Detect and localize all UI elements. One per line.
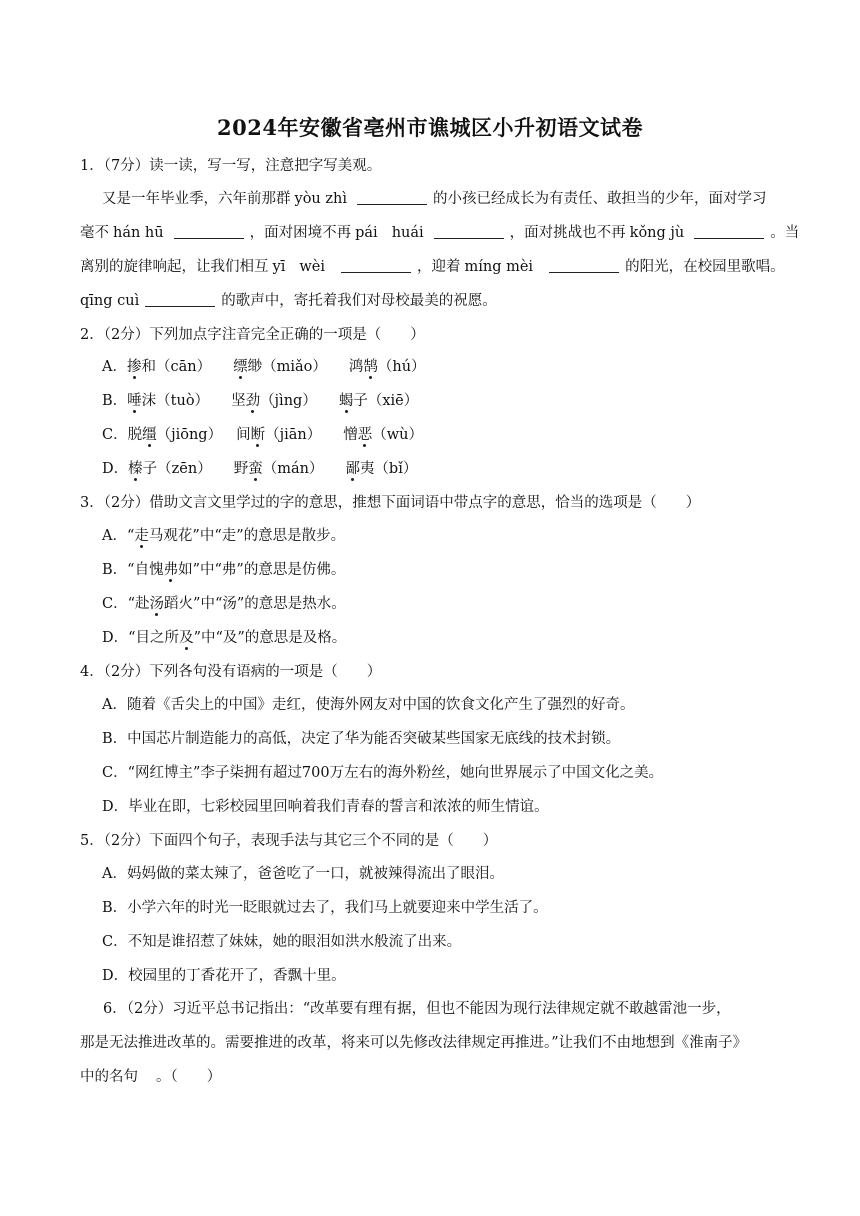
q5-option-d[interactable]: D．校园里的丁香花开了，香飘十里。 [102,968,346,984]
q6-line-3: 中的名句 。（ ） [80,1069,222,1085]
dotted-char: 掺 [126,359,142,375]
q4-option-d[interactable]: D．毕业在即，七彩校园里回响着我们青春的誓言和浓浓的师生情谊。 [102,799,549,815]
q5-option-b[interactable]: B．小学六年的时光一眨眼就过去了，我们马上就要迎来中学生活了。 [102,900,548,916]
pinyin-prompt: míng mèi [464,259,534,275]
page-title: 2024年安徽省亳州市谯城区小升初语文试卷 [217,115,643,140]
q4-option-c[interactable]: C．“网红博主”李子柒拥有超过700万左右的海外粉丝，她向世界展示了中国文化之美。 [102,765,664,781]
dotted-char: 恶 [357,427,373,443]
dotted-char: 蝎 [338,393,354,409]
dotted-char: 唾 [127,393,142,409]
q5-heading: 5．（2分）下面四个句子，表现手法与其它三个不同的是（ ） [80,833,498,849]
dotted-char: 蛮 [248,461,263,477]
dotted-char: 缰 [142,427,157,443]
answer-blank[interactable] [357,189,427,205]
q4-option-a[interactable]: A．随着《舌尖上的中国》走红，使海外网友对中国的饮食文化产生了强烈的好奇。 [102,697,635,713]
q4-option-b[interactable]: B．中国芯片制造能力的高低，决定了华为能否突破某些国家无底线的技术封锁。 [102,731,621,747]
dotted-char: 劲 [245,393,261,409]
pinyin-prompt: qīng cuì [80,293,140,309]
dotted-char: 弗 [163,562,179,578]
q5-option-c[interactable]: C．不知是谁招惹了妹妹，她的眼泪如洪水般流了出来。 [102,934,462,950]
pinyin-prompt: yòu zhì [294,191,347,207]
q6-line-1: 6．（2分）习近平总书记指出：“改革要有理有据，但也不能因为现行法律规定就不敢越雷池一步， [103,1001,731,1017]
pinyin-prompt: huái [391,225,424,241]
dotted-char: 鹄 [363,359,378,375]
q2-option-c[interactable]: C．脱缰（jiōng） 间断（jiān） 憎恶（wù） [102,427,423,443]
q2-option-a[interactable]: A．掺和（cān） 缥缈（miǎo） 鸿鹄（hú） [102,359,426,375]
q6-line-2: 那是无法推进改革的。需要推进的改革，将来可以先修改法律规定再推进。”让我们不由地想到《淮南子》 [80,1035,748,1051]
answer-blank[interactable] [145,291,215,307]
q4-heading: 4．（2分）下列各句没有语病的一项是（ ） [80,664,382,680]
pinyin-prompt: pái [355,225,378,241]
q1-line-4: qīng cuì 的歌声中，寄托着我们对母校最美的祝愿。 [80,293,497,309]
answer-blank[interactable] [434,223,504,239]
pinyin-prompt: hán hū [113,225,164,241]
q1-line-1: 又是一年毕业季，六年前那群 yòu zhì 的小孩已经成长为有责任、敢担当的少年，面对学习 [102,191,767,207]
dotted-char: 榛 [128,461,143,477]
pinyin-prompt: wèi [299,259,325,275]
q2-option-b[interactable]: B．唾沫（tuò） 坚劲（jìng） 蝎子（xiē） [102,393,419,409]
q3-option-b[interactable]: B．“自愧弗如”中“弗”的意思是仿佛。 [102,562,346,578]
q1-heading: 1．（7分）读一读，写一写，注意把字写美观。 [80,158,382,174]
q3-option-a[interactable]: A．“走马观花”中“走”的意思是散步。 [102,528,346,544]
q3-heading: 3．（2分）借助文言文里学过的字的意思，推想下面词语中带点字的意思，恰当的选项是（ ） [80,495,701,511]
q3-option-d[interactable]: D．“目之所及”中“及”的意思是及格。 [102,630,347,646]
q1-line-3: 离别的旋律响起，让我们相互 yī wèi ，迎着 míng mèi 的阳光，在校园里歌唱。 [80,259,785,275]
dotted-char: 汤 [149,596,165,612]
answer-blank[interactable] [174,223,244,239]
answer-blank[interactable] [549,257,619,273]
dotted-char: 缥 [233,359,248,375]
q3-option-c[interactable]: C．“赴汤蹈火”中“汤”的意思是热水。 [102,596,346,612]
pinyin-prompt: yī [272,259,286,275]
answer-blank[interactable] [694,223,764,239]
answer-blank[interactable] [341,257,411,273]
dotted-char: 断 [250,427,266,443]
q2-heading: 2．（2分）下列加点字注音完全正确的一项是（ ） [80,327,425,343]
dotted-char: 鄙 [345,461,360,477]
q2-option-d[interactable]: D．榛子（zēn） 野蛮（mán） 鄙夷（bǐ） [102,461,418,477]
q5-option-a[interactable]: A．妈妈做的菜太辣了，爸爸吃了一口，就被辣得流出了眼泪。 [102,866,504,882]
dotted-char: 走 [134,528,149,544]
pinyin-prompt: kǒng jù [629,225,685,241]
dotted-char: 及 [179,630,194,646]
q1-line-2: 毫不 hán hū ，面对困境不再 pái huái ，面对挑战也不再 kǒng jù 。当 [80,225,800,241]
